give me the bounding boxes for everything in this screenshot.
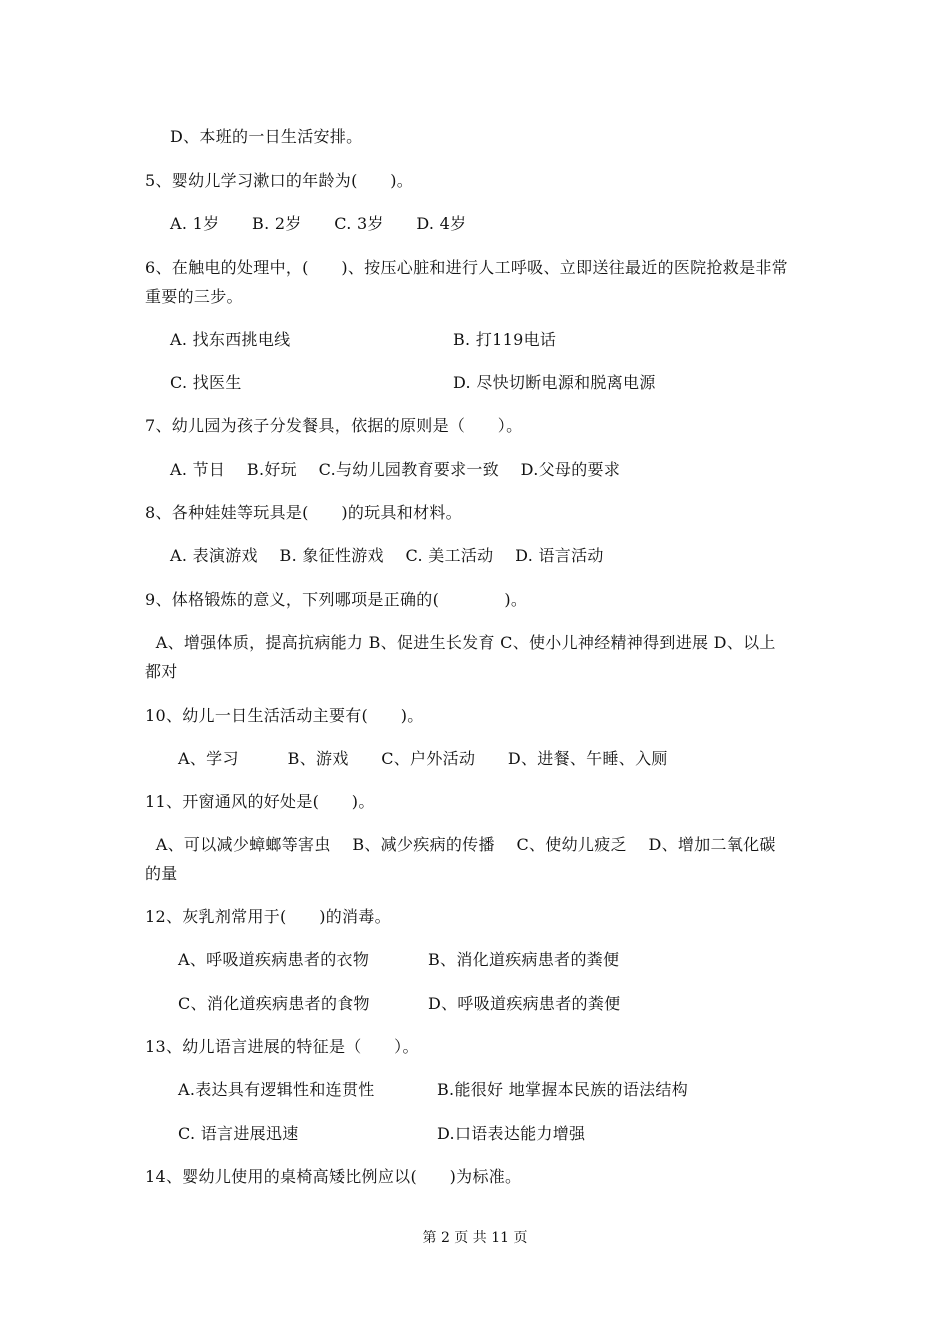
q4-option-d: D、本班的一日生活安排。 [170,127,363,146]
question-6-line-2: 重要的三步。 [145,287,243,306]
question-12-option-a: A、呼吸道疾病患者的衣物 [178,950,370,969]
question-13: 13、幼儿语言进展的特征是（ ）。 [145,1037,419,1056]
page-footer: 第 2 页 共 11 页 [422,1230,528,1246]
question-6-option-d: D. 尽快切断电源和脱离电源 [453,373,656,392]
question-7-options: A. 节日 B.好玩 C.与幼儿园教育要求一致 D.父母的要求 [170,460,621,479]
question-9: 9、体格锻炼的意义，下列哪项是正确的( )。 [145,590,528,609]
question-6-option-b: B. 打119电话 [453,330,557,349]
question-12-option-c: C、消化道疾病患者的食物 [178,994,370,1013]
question-5-options: A. 1岁 B. 2岁 C. 3岁 D. 4岁 [170,214,467,233]
question-11-options-line-2: 的量 [145,864,178,883]
question-9-options-line-2: 都对 [145,662,178,681]
question-11-options-line-1: A、可以减少蟑螂等害虫 B、减少疾病的传播 C、使幼儿疲乏 D、增加二氧化碳 [145,835,776,854]
question-7: 7、幼儿园为孩子分发餐具，依据的原则是（ ）。 [145,416,523,435]
question-12: 12、灰乳剂常用于( )的消毒。 [145,907,391,926]
question-14: 14、婴幼儿使用的桌椅高矮比例应以( )为标准。 [145,1167,522,1186]
question-8-options: A. 表演游戏 B. 象征性游戏 C. 美工活动 D. 语言活动 [170,546,604,565]
question-5: 5、婴幼儿学习漱口的年龄为( )。 [145,171,414,190]
question-12-option-d: D、呼吸道疾病患者的粪便 [428,994,621,1013]
question-6-option-c: C. 找医生 [170,373,242,392]
question-13-option-b: B.能很好 地掌握本民族的语法结构 [437,1080,689,1099]
question-10: 10、幼儿一日生活活动主要有( )。 [145,706,424,725]
question-13-option-d: D.口语表达能力增强 [437,1124,586,1143]
question-8: 8、各种娃娃等玩具是( )的玩具和材料。 [145,503,462,522]
question-6-line-1: 6、在触电的处理中，( )、按压心脏和进行人工呼吸、立即送往最近的医院抢救是非常 [145,258,788,277]
question-12-option-b: B、消化道疾病患者的粪便 [428,950,620,969]
question-9-options-line-1: A、增强体质，提高抗病能力 B、促进生长发育 C、使小儿神经精神得到进展 D、以上 [145,633,776,652]
question-11: 11、开窗通风的好处是( )。 [145,792,375,811]
question-10-options: A、学习 B、游戏 C、户外活动 D、进餐、午睡、入厕 [178,749,668,768]
question-6-option-a: A. 找东西挑电线 [170,330,291,349]
question-13-option-c: C. 语言进展迅速 [178,1124,299,1143]
question-13-option-a: A.表达具有逻辑性和连贯性 [178,1080,375,1099]
